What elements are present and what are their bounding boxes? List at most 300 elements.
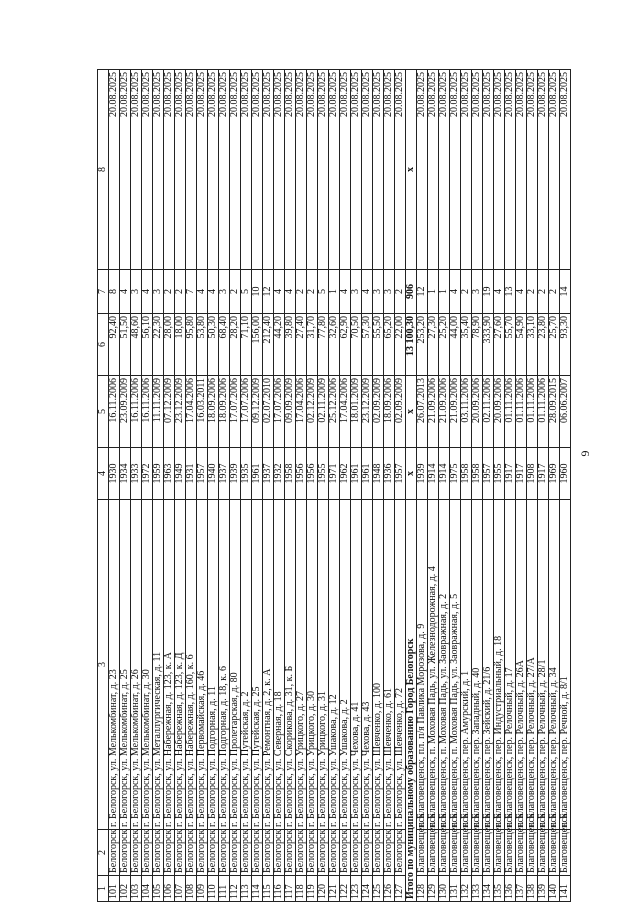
table-cell: 20.08.2025: [450, 70, 461, 270]
table-cell: 212,40: [263, 314, 274, 376]
table-cell: 20.08.2025: [219, 70, 230, 270]
table-cell: 1937: [263, 448, 274, 500]
table-cell: 92,40: [109, 314, 120, 376]
table-cell: 26.07.2013: [417, 376, 428, 448]
table-cell: г. Белогорск, ул. Чехова, д. 43: [362, 500, 373, 830]
table-cell: 02.11.2006: [483, 376, 494, 448]
table-cell: 1961: [252, 448, 263, 500]
table-cell: 20.08.2025: [208, 70, 219, 270]
table-cell: 16.11.2006: [142, 376, 153, 448]
table-cell: 20.08.2025: [142, 70, 153, 270]
table-cell: 22,30: [153, 314, 164, 376]
table-cell: 1960: [560, 448, 571, 500]
table-cell: 134: [483, 876, 494, 902]
table-cell: 2: [164, 270, 175, 314]
table-cell: 1: [428, 270, 439, 314]
table-cell: 105: [153, 876, 164, 902]
scanned-page: [97, 70, 570, 902]
table-cell: г. Белогорск, ул. Первомайская, д. 46: [197, 500, 208, 830]
table-cell: г. Белогорск, ул. Мелькомбинат, д. 25: [120, 500, 131, 830]
table-cell: 27,40: [296, 314, 307, 376]
table-cell: 71,10: [241, 314, 252, 376]
table-cell: г. Белогорск, ул. Ушакова, д. 2: [340, 500, 351, 830]
table-cell: 23.09.2009: [120, 376, 131, 448]
table-cell: 127: [395, 876, 406, 902]
table-row: [351, 70, 362, 902]
table-cell: 23.12.2009: [362, 376, 373, 448]
table-cell: 21.09.2006: [450, 376, 461, 448]
table-cell: 1972: [142, 448, 153, 500]
table-cell: 1963: [164, 448, 175, 500]
table-cell: 39,80: [285, 314, 296, 376]
table-cell: Благовещенск: [516, 830, 527, 876]
column-number-2: 2: [98, 830, 109, 876]
table-cell: 18,00: [175, 314, 186, 376]
table-cell: 17.04.2006: [296, 376, 307, 448]
table-cell: 1958: [461, 448, 472, 500]
table-cell: 53,80: [197, 314, 208, 376]
table-cell: 1917: [538, 448, 549, 500]
table-cell: г. Белогорск, ул. Пролетарская, д. 80: [230, 500, 241, 830]
table-cell: 28.09.2015: [549, 376, 560, 448]
table-cell: 20.08.2025: [318, 70, 329, 270]
table-cell: 25.12.2006: [329, 376, 340, 448]
table-cell: 138: [527, 876, 538, 902]
table-row: [538, 70, 549, 902]
table-cell: 14: [560, 270, 571, 314]
table-cell: Благовещенск: [549, 830, 560, 876]
table-cell: 118: [296, 876, 307, 902]
table-cell: Благовещенск: [527, 830, 538, 876]
table-cell: 1948: [373, 448, 384, 500]
table-row: [164, 70, 175, 902]
table-cell: Белогорск: [175, 830, 186, 876]
rotated-table-container: [97, 70, 570, 902]
table-cell: Белогорск: [230, 830, 241, 876]
table-cell: 16.03.2011: [197, 376, 208, 448]
table-cell: 20.08.2025: [461, 70, 472, 270]
table-cell: 02.09.2009: [373, 376, 384, 448]
table-cell: 156,00: [252, 314, 263, 376]
total-count: 906: [406, 270, 417, 314]
table-cell: 27,60: [494, 314, 505, 376]
table-cell: г. Белогорск, ул. Набережная, д. 160, к. 6: [186, 500, 197, 830]
table-cell: Белогорск: [131, 830, 142, 876]
table-cell: 28,20: [230, 314, 241, 376]
table-cell: Белогорск: [318, 830, 329, 876]
table-cell: 20.08.2025: [109, 70, 120, 270]
table-cell: 25,70: [549, 314, 560, 376]
total-cell: х: [406, 70, 417, 270]
table-cell: 20.08.2025: [362, 70, 373, 270]
table-cell: 1932: [274, 448, 285, 500]
table-cell: 1971: [329, 448, 340, 500]
total-area: 13 100,30: [406, 314, 417, 376]
table-cell: 3: [472, 270, 483, 314]
table-cell: 20.08.2025: [527, 70, 538, 270]
table-cell: г. Благовещенск, пер. Релочный, д. 28/1: [538, 500, 549, 830]
table-cell: 20.08.2025: [274, 70, 285, 270]
table-cell: 103: [131, 876, 142, 902]
table-cell: г. Белогорск, ул. Шевченко, д. 61: [384, 500, 395, 830]
table-cell: 1934: [120, 448, 131, 500]
table-cell: 2: [549, 270, 560, 314]
table-cell: 78,90: [472, 314, 483, 376]
table-cell: г. Белогорск, ул. Северная, д. 18: [274, 500, 285, 830]
table-cell: 33,10: [527, 314, 538, 376]
table-cell: г. Белогорск, ул. Ремонтная, д. 2, к. А: [263, 500, 274, 830]
table-cell: г. Белогорск, ул. Урицкого, д. 30: [307, 500, 318, 830]
table-cell: 1914: [439, 448, 450, 500]
table-cell: 107: [175, 876, 186, 902]
table-cell: 115: [263, 876, 274, 902]
table-cell: 20.08.2025: [439, 70, 450, 270]
table-cell: 1917: [516, 448, 527, 500]
table-cell: 125: [373, 876, 384, 902]
table-row: [439, 70, 450, 902]
table-cell: 17.07.2006: [230, 376, 241, 448]
table-cell: 23.12.2009: [175, 376, 186, 448]
table-cell: Белогорск: [395, 830, 406, 876]
table-row: [230, 70, 241, 902]
table-cell: 55,50: [373, 314, 384, 376]
table-cell: 20.08.2025: [186, 70, 197, 270]
table-cell: 20.08.2025: [296, 70, 307, 270]
table-cell: 1956: [307, 448, 318, 500]
table-cell: 4: [362, 270, 373, 314]
table-cell: 25,20: [439, 314, 450, 376]
table-row: [109, 70, 120, 902]
table-cell: г. Белогорск, ул. Набережная, д. 123, к. А: [164, 500, 175, 830]
table-cell: 02.12.2009: [307, 376, 318, 448]
table-cell: Белогорск: [241, 830, 252, 876]
table-cell: 4: [494, 270, 505, 314]
table-cell: 1930: [109, 448, 120, 500]
table-cell: 20.08.2025: [175, 70, 186, 270]
table-cell: г. Белогорск, ул. Набережная, д. 123, к. Д: [175, 500, 186, 830]
table-cell: 20.08.2025: [252, 70, 263, 270]
table-row: [428, 70, 439, 902]
table-cell: Белогорск: [329, 830, 340, 876]
table-row: [318, 70, 329, 902]
table-row: [461, 70, 472, 902]
table-cell: 70,50: [351, 314, 362, 376]
table-cell: Белогорск: [120, 830, 131, 876]
table-cell: 4: [208, 270, 219, 314]
table-cell: 54,90: [516, 314, 527, 376]
table-cell: 4: [142, 270, 153, 314]
table-cell: 123: [351, 876, 362, 902]
table-row: [241, 70, 252, 902]
table-cell: г. Белогорск, ул. Урицкого, д. 31: [318, 500, 329, 830]
table-cell: 1936: [384, 448, 395, 500]
table-cell: 131: [450, 876, 461, 902]
table-cell: 20.08.2025: [516, 70, 527, 270]
table-cell: 55,70: [505, 314, 516, 376]
table-cell: 2: [296, 270, 307, 314]
table-cell: г. Благовещенск, пер. Амурский, д. 1: [461, 500, 472, 830]
table-row: [285, 70, 296, 902]
table-row: [329, 70, 340, 902]
table-row: [186, 70, 197, 902]
table-row: [120, 70, 131, 902]
table-cell: 2: [538, 270, 549, 314]
table-cell: 110: [208, 876, 219, 902]
table-row: [450, 70, 461, 902]
table-cell: 109: [197, 876, 208, 902]
table-cell: 1961: [362, 448, 373, 500]
column-number-1: 1: [98, 876, 109, 902]
table-cell: 01.11.2006: [538, 376, 549, 448]
table-cell: 31,70: [307, 314, 318, 376]
table-cell: 136: [505, 876, 516, 902]
table-cell: 17.04.2006: [340, 376, 351, 448]
table-cell: 1939: [230, 448, 241, 500]
table-cell: Белогорск: [296, 830, 307, 876]
table-cell: 101: [109, 876, 120, 902]
table-cell: 02.11.2009: [318, 376, 329, 448]
table-cell: 4: [340, 270, 351, 314]
table-cell: 1931: [186, 448, 197, 500]
table-row: [560, 70, 571, 902]
table-cell: 20.08.2025: [494, 70, 505, 270]
table-cell: г. Благовещенск, пер. Зейский, д. 21/6: [483, 500, 494, 830]
table-row: [373, 70, 384, 902]
table-cell: 02.07.2010: [263, 376, 274, 448]
table-cell: 20.08.2025: [560, 70, 571, 270]
table-cell: 01.11.2006: [527, 376, 538, 448]
table-cell: 77,80: [318, 314, 329, 376]
table-row: [483, 70, 494, 902]
table-cell: 7: [186, 270, 197, 314]
table-cell: 09.09.2009: [285, 376, 296, 448]
table-cell: 8: [109, 270, 120, 314]
table-cell: Белогорск: [164, 830, 175, 876]
table-cell: 1961: [351, 448, 362, 500]
table-cell: г. Благовещенск, пл. п/я Павлика Морозова, д. 9: [417, 500, 428, 830]
table-cell: Белогорск: [307, 830, 318, 876]
table-cell: Белогорск: [384, 830, 395, 876]
table-cell: 4: [516, 270, 527, 314]
table-cell: Белогорск: [274, 830, 285, 876]
table-cell: 253,20: [417, 314, 428, 376]
table-cell: 137: [516, 876, 527, 902]
total-row: [406, 70, 417, 902]
total-label: Итого по муниципальному образованию Город Белогорск: [406, 500, 417, 902]
table-cell: 20.08.2025: [164, 70, 175, 270]
table-cell: 4: [120, 270, 131, 314]
total-cell: х: [406, 448, 417, 500]
table-cell: 132: [461, 876, 472, 902]
table-cell: 128: [417, 876, 428, 902]
table-cell: 122: [340, 876, 351, 902]
table-cell: 32,60: [329, 314, 340, 376]
table-cell: 1939: [417, 448, 428, 500]
table-row: [142, 70, 153, 902]
table-row: [472, 70, 483, 902]
table-cell: 113: [241, 876, 252, 902]
table-cell: Белогорск: [186, 830, 197, 876]
table-cell: 129: [428, 876, 439, 902]
table-cell: 56,10: [142, 314, 153, 376]
table-cell: 22,00: [395, 314, 406, 376]
table-cell: 20.08.2025: [153, 70, 164, 270]
table-cell: 20.08.2025: [230, 70, 241, 270]
table-cell: 1940: [208, 448, 219, 500]
table-cell: г. Белогорск, ул. Чехова, д. 41: [351, 500, 362, 830]
total-cell: х: [406, 376, 417, 448]
table-cell: 1: [329, 270, 340, 314]
column-number-6: 6: [98, 314, 109, 376]
table-cell: 27,30: [428, 314, 439, 376]
table-cell: 140: [549, 876, 560, 902]
table-row: [527, 70, 538, 902]
table-cell: 93,30: [560, 314, 571, 376]
header-row: [98, 70, 109, 902]
table-cell: 1949: [175, 448, 186, 500]
table-cell: 3: [219, 270, 230, 314]
column-number-5: 5: [98, 376, 109, 448]
column-number-7: 7: [98, 270, 109, 314]
table-cell: г. Благовещенск, пер. Западный, д. 40: [472, 500, 483, 830]
table-cell: 126: [384, 876, 395, 902]
table-cell: 16.11.2006: [109, 376, 120, 448]
table-cell: Белогорск: [208, 830, 219, 876]
table-cell: 68,40: [219, 314, 230, 376]
table-cell: 21.09.2006: [428, 376, 439, 448]
table-cell: Белогорск: [340, 830, 351, 876]
table-cell: г. Белогорск, ул. Путейская, д. 2: [241, 500, 252, 830]
table-row: [252, 70, 263, 902]
table-cell: 2: [527, 270, 538, 314]
table-cell: г. Белогорск, ул. Скорикова, д. 31, к. Б: [285, 500, 296, 830]
table-cell: 21.09.2006: [439, 376, 450, 448]
table-cell: 12: [417, 270, 428, 314]
table-cell: г. Белогорск, ул. Металлургическая, д. 11: [153, 500, 164, 830]
table-cell: Белогорск: [219, 830, 230, 876]
table-cell: 2: [230, 270, 241, 314]
table-cell: Благовещенск: [428, 830, 439, 876]
table-cell: 18.09.2006: [384, 376, 395, 448]
table-cell: 06.06.2007: [560, 376, 571, 448]
table-cell: г. Благовещенск, п. Моховая Падь, ул. Заовражная, д. 2: [439, 500, 450, 830]
table-cell: 20.08.2025: [505, 70, 516, 270]
table-row: [153, 70, 164, 902]
column-number-3: 3: [98, 500, 109, 830]
table-cell: 62,90: [340, 314, 351, 376]
table-cell: 1917: [505, 448, 516, 500]
table-cell: 12: [263, 270, 274, 314]
table-cell: 104: [142, 876, 153, 902]
table-cell: 102: [120, 876, 131, 902]
table-cell: 16.11.2006: [131, 376, 142, 448]
table-cell: г. Белогорск, ул. Мелькомбинат, д. 26: [131, 500, 142, 830]
table-cell: 1914: [428, 448, 439, 500]
table-cell: 141: [560, 876, 571, 902]
table-cell: г. Благовещенск, п. Моховая Падь, ул. Заовражная, д. 5: [450, 500, 461, 830]
table-cell: 2: [395, 270, 406, 314]
table-cell: 20.09.2006: [494, 376, 505, 448]
table-cell: Благовещенск: [450, 830, 461, 876]
table-cell: Белогорск: [263, 830, 274, 876]
table-cell: Белогорск: [252, 830, 263, 876]
table-cell: 1933: [131, 448, 142, 500]
table-cell: 106: [164, 876, 175, 902]
table-row: [131, 70, 142, 902]
table-cell: 1955: [494, 448, 505, 500]
table-cell: 18.09.2006: [208, 376, 219, 448]
table-cell: г. Благовещенск, пер. Речной, д. 8/1: [560, 500, 571, 830]
table-cell: г. Белогорск, ул. Подгорная, д. 18, к. 6: [219, 500, 230, 830]
table-cell: 20.08.2025: [197, 70, 208, 270]
table-cell: 20.08.2025: [263, 70, 274, 270]
table-cell: 20.08.2025: [120, 70, 131, 270]
table-cell: 114: [252, 876, 263, 902]
table-cell: 65,20: [384, 314, 395, 376]
table-cell: 20.08.2025: [395, 70, 406, 270]
table-cell: 3: [373, 270, 384, 314]
table-row: [384, 70, 395, 902]
column-number-4: 4: [98, 448, 109, 500]
table-cell: 3: [351, 270, 362, 314]
table-cell: 20.08.2025: [373, 70, 384, 270]
table-row: [197, 70, 208, 902]
table-row: [516, 70, 527, 902]
table-cell: 13: [505, 270, 516, 314]
table-cell: Белогорск: [153, 830, 164, 876]
table-cell: 135: [494, 876, 505, 902]
table-cell: г. Благовещенск, пер. Релочный, д. 26А: [516, 500, 527, 830]
table-cell: Благовещенск: [439, 830, 450, 876]
table-row: [505, 70, 516, 902]
table-cell: Белогорск: [142, 830, 153, 876]
table-cell: 1958: [472, 448, 483, 500]
table-row: [263, 70, 274, 902]
table-cell: 133: [472, 876, 483, 902]
table-row: [417, 70, 428, 902]
table-cell: 3: [131, 270, 142, 314]
table-cell: 20.08.2025: [285, 70, 296, 270]
table-row: [395, 70, 406, 902]
table-cell: Благовещенск: [472, 830, 483, 876]
table-cell: Белогорск: [351, 830, 362, 876]
table-cell: Благовещенск: [461, 830, 472, 876]
table-cell: 35,40: [461, 314, 472, 376]
table-cell: г. Белогорск, ул. Шевченко, д. 100: [373, 500, 384, 830]
table-cell: 17.07.2006: [241, 376, 252, 448]
table-cell: г. Белогорск, ул. Подгорная, д. 11: [208, 500, 219, 830]
table-cell: 19: [483, 270, 494, 314]
table-cell: 1975: [450, 448, 461, 500]
table-cell: 20.08.2025: [549, 70, 560, 270]
table-cell: г. Благовещенск, пер. Релочный, д. 17: [505, 500, 516, 830]
table-cell: 1956: [296, 448, 307, 500]
page-number: 6: [578, 450, 593, 457]
table-row: [219, 70, 230, 902]
table-cell: 1937: [219, 448, 230, 500]
table-cell: 1957: [197, 448, 208, 500]
table-cell: 44,20: [274, 314, 285, 376]
table-cell: г. Белогорск, ул. Урицкого, д. 27: [296, 500, 307, 830]
table-cell: 2: [175, 270, 186, 314]
table-cell: Белогорск: [285, 830, 296, 876]
table-cell: 01.11.2006: [516, 376, 527, 448]
table-cell: 23,80: [538, 314, 549, 376]
table-cell: 4: [274, 270, 285, 314]
table-cell: 48,60: [131, 314, 142, 376]
table-cell: 11.11.2009: [153, 376, 164, 448]
table-cell: 02.09.2009: [395, 376, 406, 448]
